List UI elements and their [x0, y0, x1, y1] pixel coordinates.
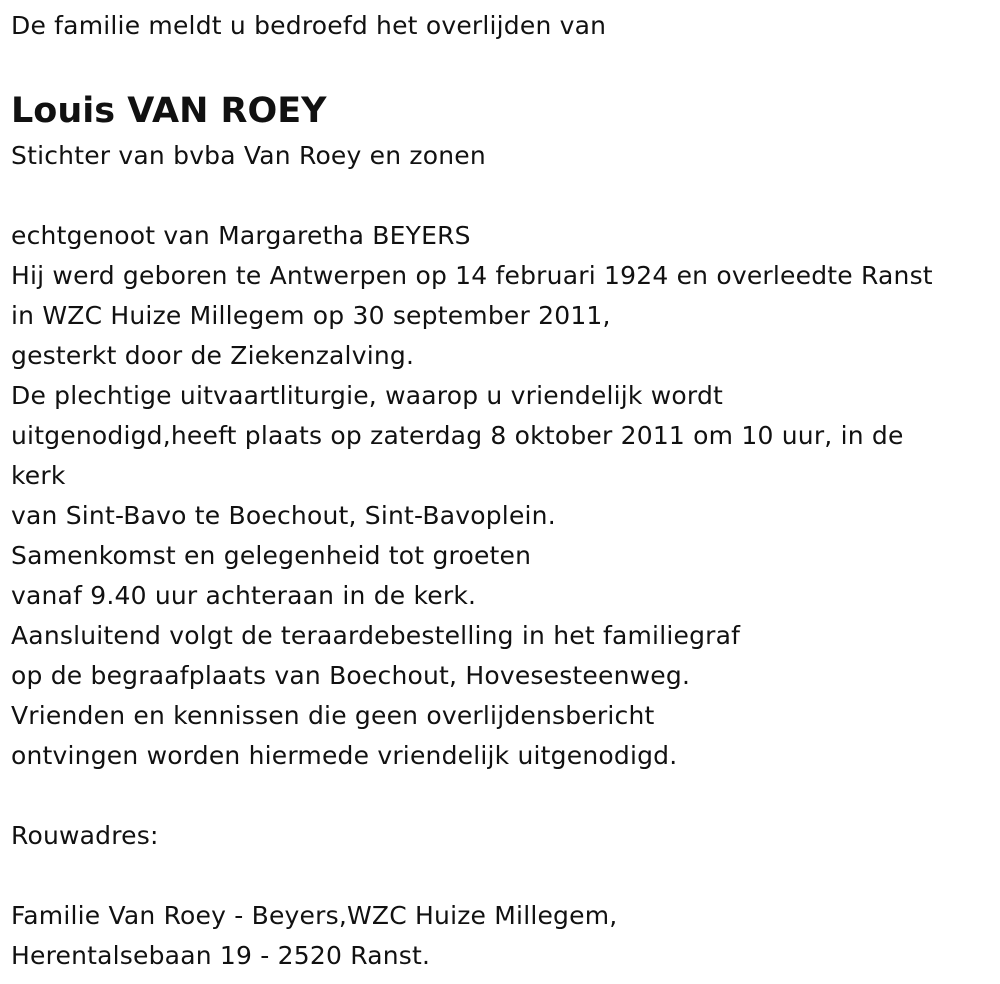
deceased-name: Louis VAN ROEY — [11, 91, 327, 131]
body-line: De plechtige uitvaartliturgie, waarop u vriendelijk wordt — [11, 381, 724, 410]
intro-text: De familie meldt u bedroefd het overlijden van — [11, 11, 607, 40]
body-line: uitgenodigd,heeft plaats op zaterdag 8 oktober 2011 om 10 uur, in de — [11, 421, 904, 450]
body-line: Samenkomst en gelegenheid tot groeten — [11, 541, 532, 570]
body-line: ontvingen worden hiermede vriendelijk uitgenodigd. — [11, 741, 678, 770]
body-line: Hij werd geboren te Antwerpen op 14 februari 1924 en overleedte Ranst — [11, 261, 933, 290]
address-line: Herentalsebaan 19 - 2520 Ranst. — [11, 941, 431, 970]
address-label: Rouwadres: — [11, 821, 159, 850]
body-line: op de begraafplaats van Boechout, Hovesesteenweg. — [11, 661, 691, 690]
address-line: Familie Van Roey - Beyers,WZC Huize Millegem, — [11, 901, 618, 930]
spacer — [11, 176, 991, 216]
spacer — [11, 856, 991, 896]
body-line: vanaf 9.40 uur achteraan in de kerk. — [11, 581, 477, 610]
body-line: Vrienden en kennissen die geen overlijdensbericht — [11, 701, 655, 730]
body-line: in WZC Huize Millegem op 30 september 2011, — [11, 301, 611, 330]
body-line: kerk — [11, 461, 66, 490]
spacer — [11, 776, 991, 816]
body-line: gesterkt door de Ziekenzalving. — [11, 341, 415, 370]
body-line: Aansluitend volgt de teraardebestelling in het familiegraf — [11, 621, 741, 650]
death-notice — [11, 6, 991, 976]
body-line: van Sint-Bavo te Boechout, Sint-Bavoplein. — [11, 501, 556, 530]
body-line: echtgenoot van Margaretha BEYERS — [11, 221, 471, 250]
deceased-subtitle: Stichter van bvba Van Roey en zonen — [11, 141, 486, 170]
